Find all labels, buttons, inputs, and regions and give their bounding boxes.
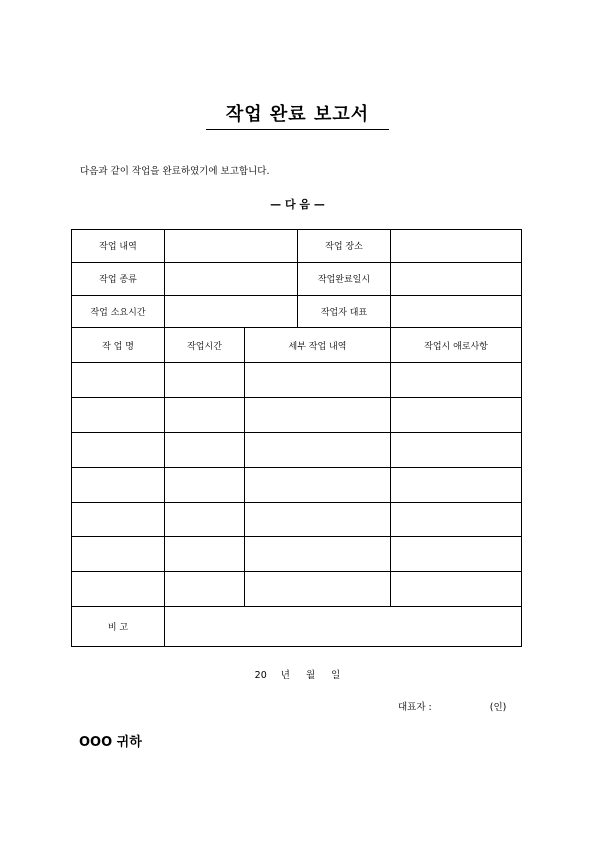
column-header-work-time: 작업시간 [165, 328, 245, 363]
date-line [0, 667, 595, 681]
entry-task-name-cell[interactable] [72, 363, 165, 398]
entry-difficulties-cell[interactable] [391, 363, 522, 398]
entry-work-time-cell[interactable] [165, 467, 245, 502]
date-month: 월 [305, 670, 316, 681]
report-table [71, 229, 522, 647]
entry-work-time-cell[interactable] [165, 502, 245, 537]
entry-row [72, 537, 522, 572]
entry-row [72, 398, 522, 433]
info-row [72, 295, 522, 328]
date-year-prefix: 20 [254, 670, 267, 681]
info-row [72, 262, 522, 295]
entry-work-time-cell[interactable] [165, 537, 245, 572]
info-row [72, 230, 522, 263]
intro-text: 다음과 같이 작업을 완료하였기에 보고합니다. [80, 166, 270, 177]
representative-label: 대표자 : [398, 702, 432, 713]
entry-task-name-cell[interactable] [72, 537, 165, 572]
info-value-cell[interactable] [391, 230, 522, 263]
info-value-cell[interactable] [165, 230, 298, 263]
date-day: 일 [331, 670, 341, 681]
entry-task-name-cell[interactable] [72, 398, 165, 433]
entry-difficulties-cell[interactable] [391, 572, 522, 607]
entry-difficulties-cell[interactable] [391, 467, 522, 502]
entry-difficulties-cell[interactable] [391, 398, 522, 433]
entry-work-time-cell[interactable] [165, 572, 245, 607]
entry-row [72, 432, 522, 467]
remarks-cell[interactable] [165, 607, 522, 647]
column-header-difficulties: 작업시 애로사항 [391, 328, 522, 363]
info-label: 작업 종류 [72, 262, 165, 295]
entry-row [72, 502, 522, 537]
entry-rows [72, 363, 522, 607]
entry-details-cell[interactable] [245, 467, 391, 502]
info-value-cell[interactable] [391, 262, 522, 295]
entry-work-time-cell[interactable] [165, 398, 245, 433]
info-label: 작업완료일시 [298, 262, 391, 295]
info-value-cell[interactable] [391, 295, 522, 328]
info-label: 작업 장소 [298, 230, 391, 263]
info-label: 작업 소요시간 [72, 295, 165, 328]
entry-details-cell[interactable] [245, 398, 391, 433]
entry-details-cell[interactable] [245, 502, 391, 537]
subheading: — 다 음 — [270, 198, 325, 211]
date-year: 년 [280, 670, 290, 681]
entry-details-cell[interactable] [245, 572, 391, 607]
info-value-cell[interactable] [165, 295, 298, 328]
column-header-task-name: 작 업 명 [72, 328, 165, 363]
column-header-details: 세부 작업 내역 [245, 328, 391, 363]
info-value-cell[interactable] [165, 262, 298, 295]
entry-difficulties-cell[interactable] [391, 502, 522, 537]
entry-row [72, 363, 522, 398]
entry-work-time-cell[interactable] [165, 432, 245, 467]
entry-row [72, 467, 522, 502]
entry-details-cell[interactable] [245, 363, 391, 398]
entry-details-cell[interactable] [245, 537, 391, 572]
entry-details-cell[interactable] [245, 432, 391, 467]
representative-line [398, 699, 506, 713]
document-title-wrap [0, 100, 595, 130]
entry-task-name-cell[interactable] [72, 502, 165, 537]
entry-task-name-cell[interactable] [72, 572, 165, 607]
remarks-label: 비 고 [72, 607, 165, 647]
entry-row [72, 572, 522, 607]
entry-task-name-cell[interactable] [72, 432, 165, 467]
info-label: 작업 내역 [72, 230, 165, 263]
entry-difficulties-cell[interactable] [391, 432, 522, 467]
entry-difficulties-cell[interactable] [391, 537, 522, 572]
info-label: 작업자 대표 [298, 295, 391, 328]
addressee: OOO 귀하 [79, 735, 142, 750]
column-header-row [72, 328, 522, 363]
seal-mark: (인) [489, 702, 507, 713]
entry-work-time-cell[interactable] [165, 363, 245, 398]
remarks-row [72, 607, 522, 647]
document-title: 작업 완료 보고서 [206, 100, 389, 130]
entry-task-name-cell[interactable] [72, 467, 165, 502]
